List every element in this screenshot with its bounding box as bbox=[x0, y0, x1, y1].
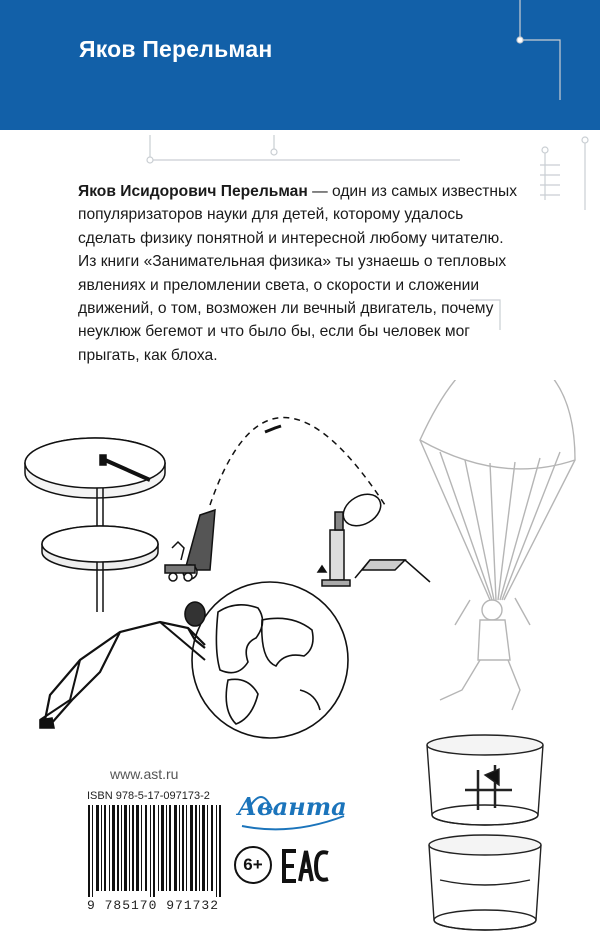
header-band bbox=[0, 0, 600, 130]
barcode-bars bbox=[84, 805, 228, 897]
publisher-website: www.ast.ru bbox=[110, 766, 179, 782]
glass-jars-drawing bbox=[427, 735, 543, 930]
author-name-header: Яков Перельман bbox=[79, 36, 273, 62]
isbn-label: ISBN 978-5-17-097173-2 bbox=[87, 790, 210, 802]
rotating-discs-drawing bbox=[25, 438, 165, 612]
man-pushing-globe-drawing bbox=[40, 582, 348, 738]
eac-certification-icon bbox=[282, 849, 330, 883]
author-full-name: Яков Исидорович Перельман bbox=[78, 183, 308, 200]
cannon-trajectory-drawing bbox=[165, 418, 430, 587]
parachute-drawing bbox=[420, 380, 575, 710]
barcode bbox=[84, 805, 228, 897]
age-rating-badge: 6+ bbox=[234, 846, 272, 884]
publisher-name: Аванта bbox=[237, 792, 347, 821]
barcode-number: 9 785170 971732 bbox=[87, 898, 220, 913]
publisher-logo bbox=[232, 780, 352, 836]
book-description bbox=[78, 180, 518, 367]
description-text: — один из самых известных популяризаторов науки для детей, которому удалось сделать физику понятной и интересной любому читателю. Из книги «Занимательная физика» ты узнаешь о тепловых явлениях и преломлении света, о скорости и сложении движений, о том, возможен ли вечный двигатель, почему неуклюж бегемот и что было бы, если бы человек мог прыгать, как блоха. bbox=[78, 183, 518, 364]
